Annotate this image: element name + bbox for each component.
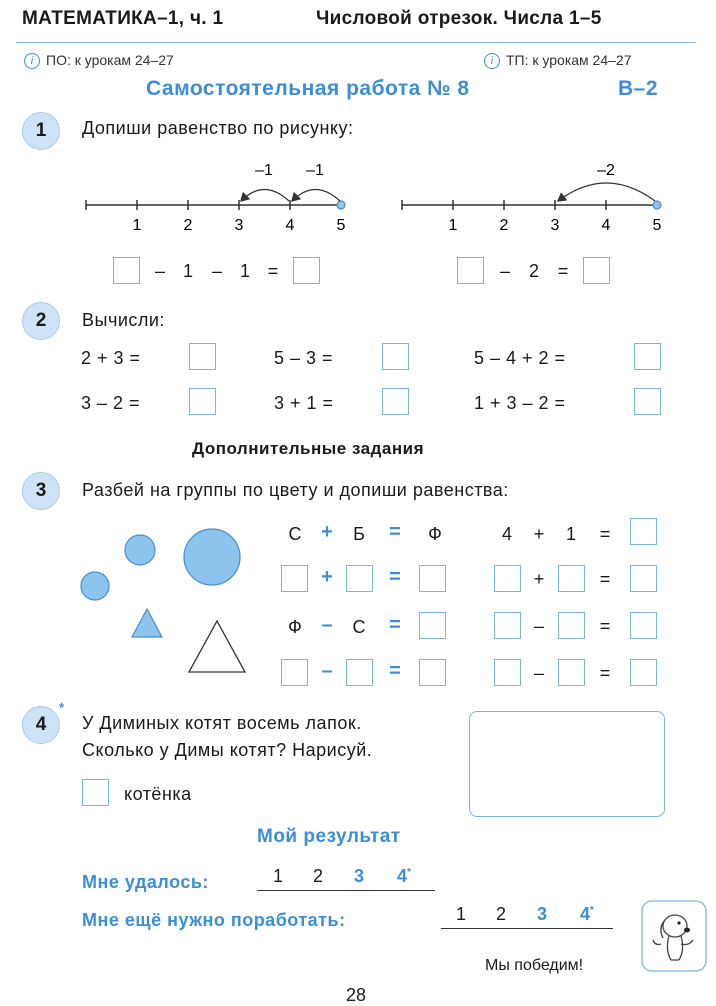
page-header — [16, 0, 696, 43]
answer-box[interactable] — [494, 612, 521, 639]
point-5-marker — [337, 201, 345, 209]
minus-sign: – — [321, 660, 333, 682]
info-icon: i — [484, 53, 500, 69]
task-number-3: 3 — [22, 472, 60, 510]
answer-box[interactable] — [419, 659, 446, 686]
plus-sign: + — [533, 524, 545, 544]
tick-label: 1 — [448, 217, 458, 234]
dog-mascot-icon — [641, 900, 707, 972]
ref-left — [24, 52, 174, 69]
plus-sign: + — [321, 521, 333, 543]
equals-sign: = — [389, 660, 401, 682]
answer-box[interactable] — [558, 565, 585, 592]
task1-text: Допиши равенство по рисунку: — [82, 118, 354, 138]
letter-f: Ф — [428, 524, 442, 544]
score-2[interactable]: 2 — [496, 904, 507, 924]
answer-box[interactable] — [113, 257, 140, 284]
minus-sign: – — [211, 261, 222, 281]
equals-sign: = — [389, 521, 401, 543]
ref-right — [484, 52, 632, 69]
minus-sign: – — [154, 261, 165, 281]
tick-label: 3 — [234, 217, 244, 234]
expression: 5 – 3 = — [274, 348, 334, 368]
minus-sign: – — [499, 261, 510, 281]
score-4-value: 4 — [397, 866, 408, 886]
task-number-4: 4 — [22, 706, 60, 744]
tick-label: 4 — [285, 217, 295, 234]
star-icon: * — [59, 700, 65, 715]
score-3[interactable]: 3 — [354, 866, 365, 886]
answer-box[interactable] — [634, 343, 661, 370]
answer-box[interactable] — [634, 388, 661, 415]
white-triangle — [189, 621, 245, 672]
expression: 2 + 3 = — [81, 348, 141, 368]
small-blue-circle — [125, 535, 155, 565]
score-4[interactable] — [580, 904, 594, 925]
task-number-2: 2 — [22, 302, 60, 340]
score-4-value: 4 — [580, 904, 591, 924]
number: 1 — [565, 524, 576, 544]
answer-box[interactable] — [281, 565, 308, 592]
task4-line1: У Диминых котят восемь лапок. — [82, 713, 362, 733]
expression: 3 – 2 = — [81, 393, 141, 413]
answer-box[interactable] — [583, 257, 610, 284]
number: 1 — [182, 261, 193, 281]
tick-label: 5 — [652, 217, 662, 234]
info-icon: i — [24, 53, 40, 69]
equals-sign: = — [599, 569, 611, 589]
answer-box[interactable] — [382, 343, 409, 370]
tick-label: 5 — [336, 217, 346, 234]
minus-sign: – — [533, 616, 544, 636]
answer-box[interactable] — [630, 565, 657, 592]
minus-sign: – — [533, 663, 544, 683]
task3-text: Разбей на группы по цвету и допиши равенства: — [82, 480, 509, 500]
letter-b: Б — [353, 524, 365, 544]
work-title: Самостоятельная работа № 8 — [146, 77, 470, 100]
answer-box[interactable] — [189, 388, 216, 415]
letter-s: С — [352, 617, 366, 637]
tick-label: 2 — [183, 217, 193, 234]
letter-s: С — [288, 524, 302, 544]
answer-box[interactable] — [630, 518, 657, 545]
answer-box[interactable] — [630, 612, 657, 639]
answer-box[interactable] — [494, 565, 521, 592]
jump-label-1: –1 — [255, 162, 273, 179]
letter-f: Ф — [288, 617, 302, 637]
equals-sign: = — [599, 663, 611, 683]
result-row2-label: Мне ещё нужно поработать: — [82, 910, 346, 930]
underline — [257, 890, 435, 891]
tick-label: 1 — [132, 217, 142, 234]
number: 2 — [528, 261, 539, 281]
equals-sign: = — [599, 616, 611, 636]
page-number: 28 — [346, 985, 367, 1005]
answer-box[interactable] — [346, 565, 373, 592]
ref-left-text: ПО: к урокам 24–27 — [46, 52, 174, 68]
task-number-1: 1 — [22, 112, 60, 150]
drawing-area[interactable] — [469, 711, 665, 817]
slogan: Мы победим! — [485, 957, 584, 974]
tick-label: 2 — [499, 217, 509, 234]
jump-arrow-2 — [241, 190, 289, 202]
expression: 1 + 3 – 2 = — [474, 393, 566, 413]
jump-label-2: –1 — [306, 162, 324, 179]
star-mark: * — [407, 867, 411, 878]
answer-box[interactable] — [293, 257, 320, 284]
result-row1-label: Мне удалось: — [82, 872, 209, 892]
score-1[interactable]: 1 — [273, 866, 284, 886]
result-title: Мой результат — [257, 826, 401, 847]
jump-label-3: –2 — [597, 162, 615, 179]
answer-box[interactable] — [82, 779, 109, 806]
topic-title: Числовой отрезок. Числа 1–5 — [316, 8, 602, 29]
answer-box[interactable] — [419, 565, 446, 592]
answer-box[interactable] — [630, 659, 657, 686]
answer-box[interactable] — [494, 659, 521, 686]
answer-box[interactable] — [281, 659, 308, 686]
big-blue-circle — [184, 529, 240, 585]
answer-box[interactable] — [382, 388, 409, 415]
equals-sign: = — [557, 261, 569, 281]
answer-box[interactable] — [189, 343, 216, 370]
score-4[interactable] — [397, 866, 411, 887]
ref-right-text: ТП: к урокам 24–27 — [506, 52, 632, 68]
equals-sign: = — [267, 261, 279, 281]
answer-box[interactable] — [346, 659, 373, 686]
extra-tasks-title: Дополнительные задания — [192, 439, 425, 458]
tick-label: 3 — [550, 217, 560, 234]
expression: 3 + 1 = — [274, 393, 334, 413]
answer-box[interactable] — [558, 659, 585, 686]
small-blue-triangle — [132, 609, 162, 637]
jump-arrow-1 — [292, 190, 340, 202]
tick-label: 4 — [601, 217, 611, 234]
book-title: МАТЕМАТИКА–1, ч. 1 — [22, 8, 224, 29]
score-3[interactable]: 3 — [537, 904, 548, 924]
answer-box[interactable] — [419, 612, 446, 639]
answer-label: котёнка — [124, 784, 192, 804]
plus-sign: + — [321, 566, 333, 588]
underline — [441, 928, 613, 929]
score-2[interactable]: 2 — [313, 866, 324, 886]
minus-sign: – — [321, 614, 333, 636]
small-blue-circle — [81, 572, 109, 600]
number: 4 — [501, 524, 512, 544]
plus-sign: + — [533, 569, 545, 589]
number: 1 — [239, 261, 250, 281]
variant-label: В–2 — [618, 77, 659, 100]
expression: 5 – 4 + 2 = — [474, 348, 566, 368]
equals-sign: = — [389, 614, 401, 636]
answer-box[interactable] — [558, 612, 585, 639]
equals-sign: = — [599, 524, 611, 544]
star-mark: * — [590, 905, 594, 916]
answer-box[interactable] — [457, 257, 484, 284]
shapes-figure — [70, 520, 260, 685]
jump-arrow-3 — [558, 183, 655, 201]
task4-line2: Сколько у Димы котят? Нарисуй. — [82, 740, 373, 760]
equals-sign: = — [389, 566, 401, 588]
task2-text: Вычисли: — [82, 310, 165, 330]
point-5-marker — [653, 201, 661, 209]
score-1[interactable]: 1 — [456, 904, 467, 924]
number-lines — [0, 150, 716, 240]
